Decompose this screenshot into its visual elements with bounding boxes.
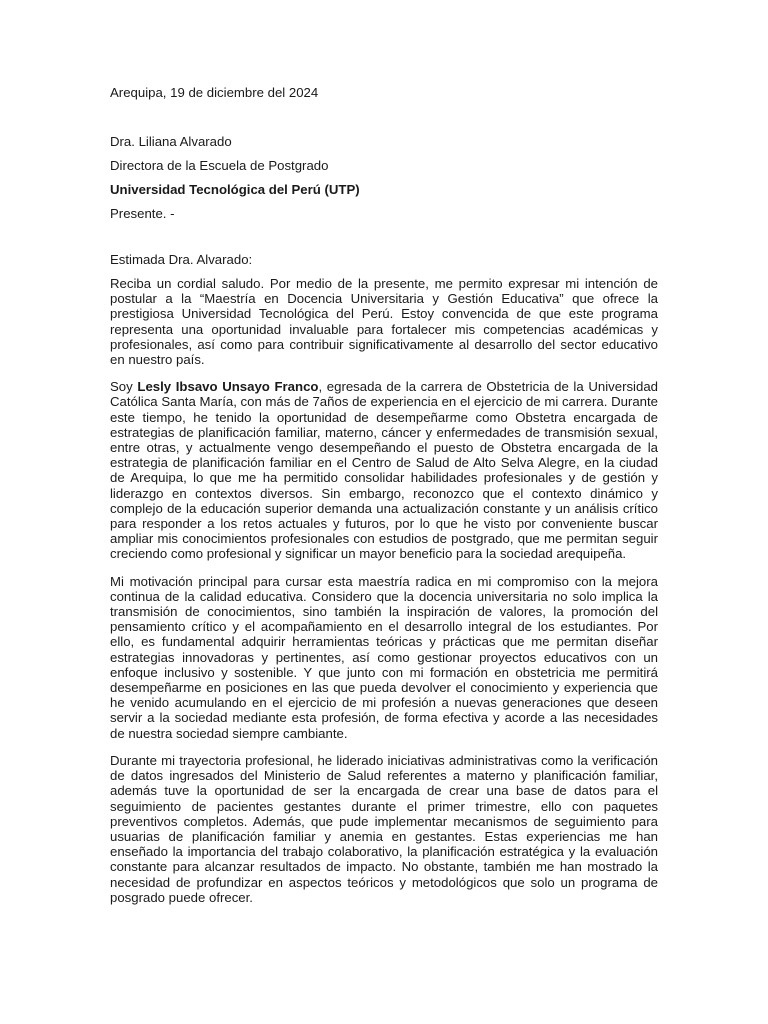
paragraph-1: Reciba un cordial saludo. Por medio de la presente, me permito expresar mi intención de postular a la “Maestría en Docencia Universitaria y Gestión Educativa” que ofrece la prestigiosa Universidad Tecnológica del Perú. Estoy convencida de que este programa representa una oportunidad invaluable para fortalecer mis competencias académicas y profesionales, así como para contribuir significativamente al desarrollo del sector educativo en nuestro país. [110,276,658,368]
paragraph-2 [110,379,658,561]
recipient-name: Dra. Liliana Alvarado [110,134,232,149]
letter-date: Arequipa, 19 de diciembre del 2024 [110,85,319,100]
paragraph-2-rest: , egresada de la carrera de Obstetricia de la Universidad Católica Santa María, con más de 7años de experiencia en el ejercicio de mi carrera. Durante este tiempo, he tenido la oportunidad de desempeñarme como Obstetra encargada de estrategias de planificación familiar, materno, cáncer y enfermedades de transmisión sexual, entre otras, y actualmente vengo desempeñando el puesto de Obstetra encargada de la estrategia de planificación familiar en el Centro de Salud de Alto Selva Alegre, en la ciudad de Arequipa, lo que me ha permitido consolidar habilidades profesionales y de gestión y liderazgo en contextos diversos. Sin embargo, reconozco que el contexto dinámico y complejo de la educación superior demanda una actualización constante y un análisis crítico para responder a los retos actuales y futuros, por lo que he visto por conveniente buscar ampliar mis conocimientos profesionales con estudios de postgrado, que me permitan seguir creciendo como profesional y significar un mayor beneficio para la sociedad arequipeña. [110,379,658,562]
salutation: Estimada Dra. Alvarado: [110,252,253,267]
recipient-title: Directora de la Escuela de Postgrado [110,158,329,173]
paragraph-4: Durante mi trayectoria profesional, he liderado iniciativas administrativas como la verificación de datos ingresados del Ministerio de Salud referentes a materno y planificación familiar, además tuve la oportunidad de ser la encargada de crear una base de datos para el seguimiento de pacientes gestantes durante el primer trimestre, ello con paquetes preventivos completos. Además, que pude implementar mecanismos de seguimiento para usuarias de planificación familiar y anemia en gestantes. Estas experiencias me han enseñado la importancia del trabajo colaborativo, la planificación estratégica y la evaluación constante para alcanzar resultados de impacto. No obstante, también me han mostrado la necesidad de profundizar en aspectos teóricos y metodológicos que solo un programa de posgrado puede ofrecer. [110,752,658,905]
paragraph-2-lead: Soy [110,379,138,395]
paragraph-3: Mi motivación principal para cursar esta maestría radica en mi compromiso con la mejora continua de la calidad educativa. Considero que la docencia universitaria no solo implica la transmisión de conocimientos, sino también la inspiración de valores, la promoción del pensamiento crítico y el acompañamiento en el desarrollo integral de los estudiantes. Por ello, es fundamental adquirir herramientas teóricas y prácticas que me permitan diseñar estrategias innovadoras y pertinentes, así como gestionar proyectos educativos con un enfoque inclusivo y sostenible. Y que junto con mi formación en obstetricia me permitirá desempeñarme en posiciones en las que pueda devolver el conocimiento y experiencia que he venido acumulando en el ejercicio de mi profesión a nuevas generaciones que deseen servir a la sociedad mediante esta profesión, de forma efectiva y acorde a las necesidades de nuestra sociedad siempre cambiante. [110,573,658,741]
applicant-name: Lesly Ibsavo Unsayo Franco [137,379,319,395]
presente-line: Presente. - [110,206,175,221]
recipient-institution: Universidad Tecnológica del Perú (UTP) [110,182,360,197]
